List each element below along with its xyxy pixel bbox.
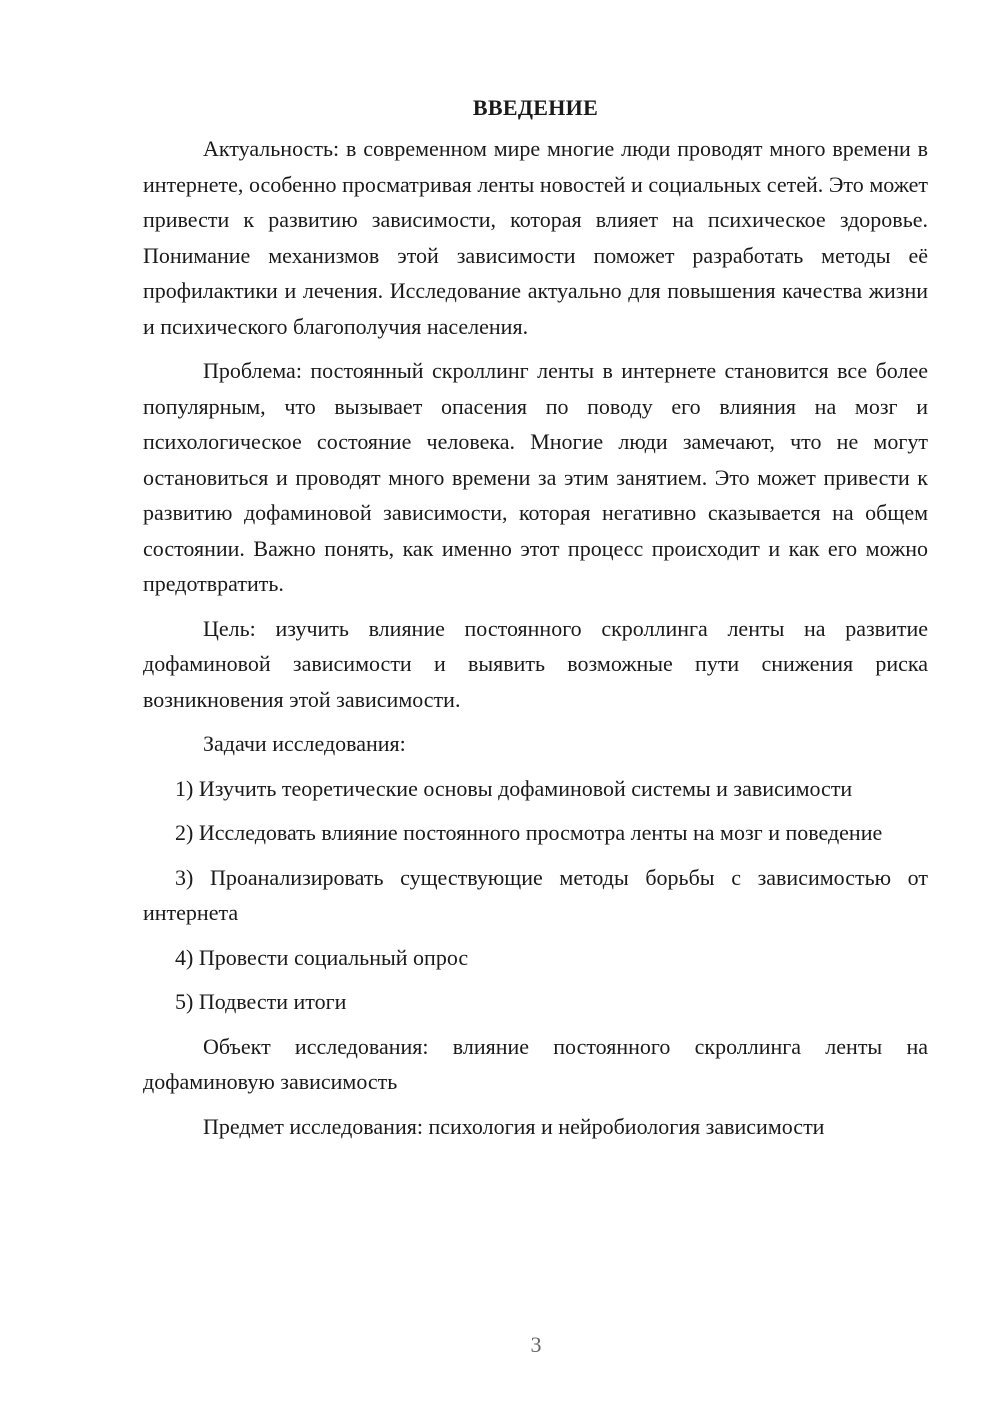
paragraph-relevance: Актуальность: в современном мире многие люди проводят много времени в интернете, особенно просматривая ленты новостей и социальных сетей. Это может привести к развитию зависимости, которая влияет на психическое здоровье. Понимание механизмов этой зависимости поможет разработать методы её профилактики и лечения. Исследование актуально для повышения качества жизни и психического благополучия населения. (143, 136, 928, 339)
tasks-heading: Задачи исследования: (203, 731, 406, 756)
paragraph-object: Объект исследования: влияние постоянного скроллинга ленты на дофаминовую зависимость (143, 1033, 928, 1094)
paragraph-problem: Проблема: постоянный скроллинг ленты в интернете становится все более популярным, что вызывает опасения по поводу его влияния на мозг и психологическое состояние человека. Многие люди замечают, что не могут остановиться и проводят много времени за этим занятием. Это может привести к развитию дофаминовой зависимости, которая негативно сказывается на общем состоянии. Важно понять, как именно этот процесс происходит и как его можно предотвратить. (143, 358, 928, 596)
page-number: 3 (530, 1332, 542, 1357)
page-title: ВВЕДЕНИЕ (472, 95, 599, 120)
task-item-4: 4) Провести социальный опрос (175, 944, 469, 970)
task-item-3: 3) Проанализировать существующие методы борьбы с зависимостью от интернета (143, 864, 928, 925)
document-page (143, 90, 928, 1153)
paragraph-subject: Предмет исследования: психология и нейробиология зависимости (203, 1113, 825, 1139)
paragraph-goal: Цель: изучить влияние постоянного скроллинга ленты на развитие дофаминовой зависимости и выявить возможные пути снижения риска возникновения этой зависимости. (143, 615, 928, 712)
task-item-2: 2) Исследовать влияние постоянного просмотра ленты на мозг и поведение (175, 820, 883, 845)
task-item-1: 1) Изучить теоретические основы дофаминовой системы и зависимости (175, 775, 853, 801)
task-item-5: 5) Подвести итоги (175, 989, 347, 1014)
